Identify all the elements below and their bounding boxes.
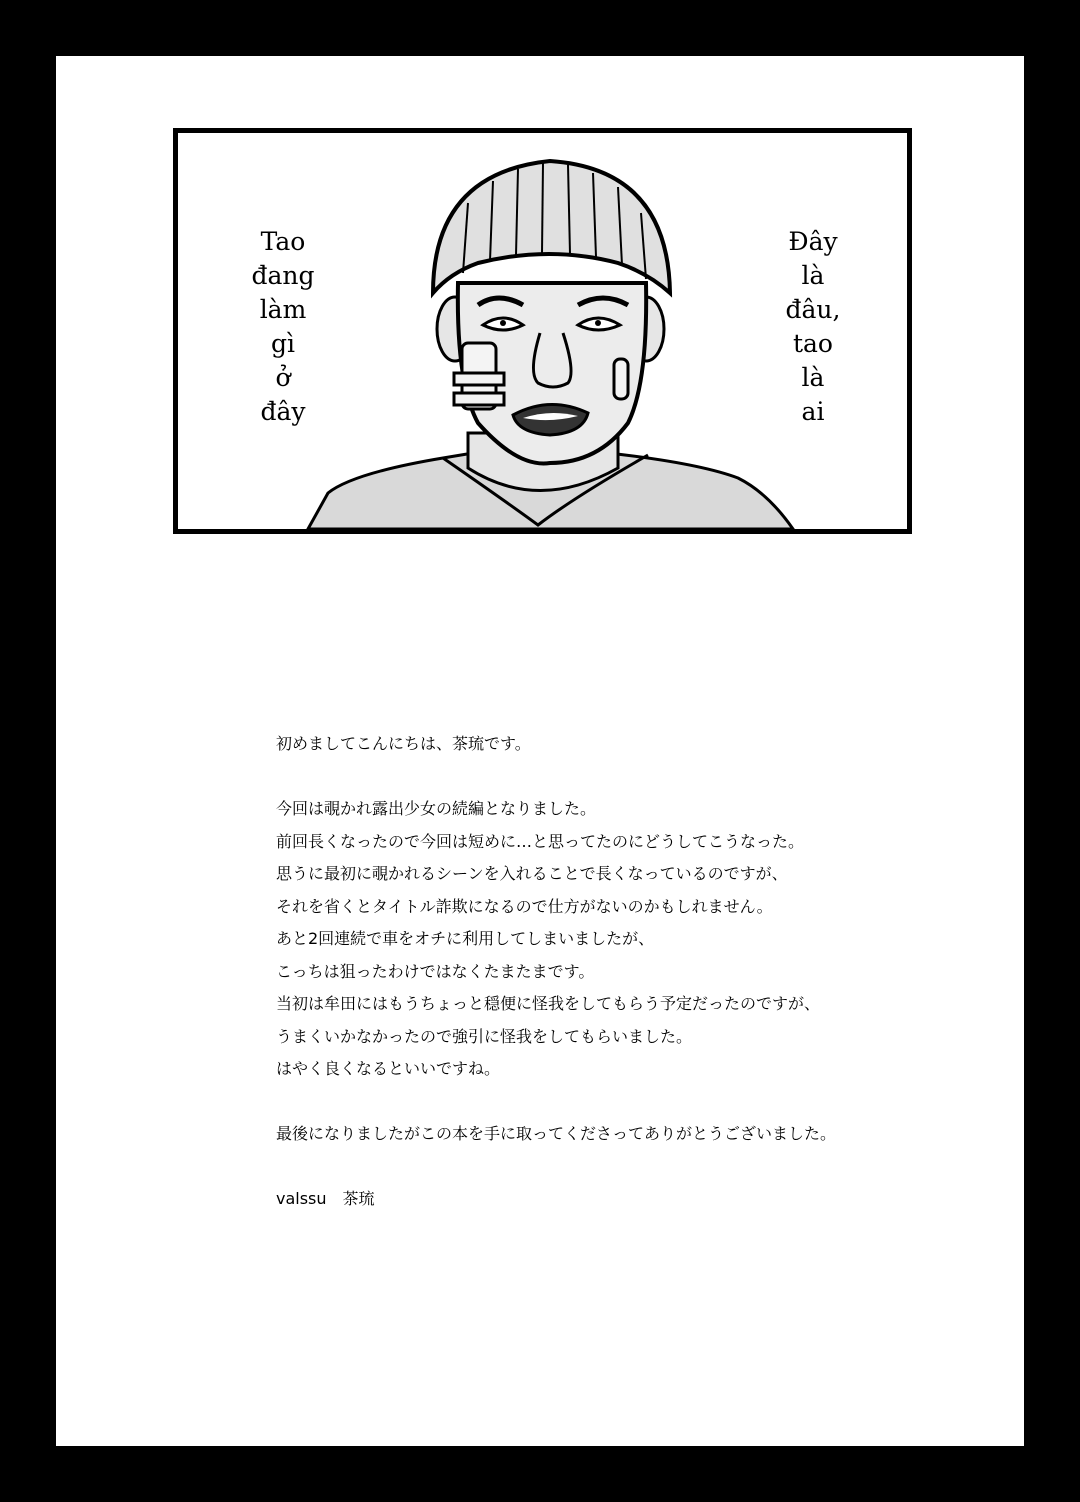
greeting-line: 初めましてこんにちは、茶琉です。 <box>276 734 531 753</box>
comic-panel <box>173 128 912 534</box>
speech-word: là <box>801 261 825 290</box>
speech-text-left <box>228 225 338 429</box>
body-line: 当初は牟田にはもうちょっと穏便に怪我をしてもらう予定だったのですが、 <box>276 994 821 1013</box>
body-line: こっちは狙ったわけではなくたまたまです。 <box>276 961 595 981</box>
author-signature: valssu 茶琉 <box>276 1189 375 1208</box>
page-number: 93 <box>1030 1392 1048 1410</box>
speech-word: ở <box>275 363 291 392</box>
body-line: はやく良くなるといいですね。 <box>276 1059 501 1078</box>
body-line: うまくいかなかったので強引に怪我をしてもらいました。 <box>276 1026 693 1046</box>
speech-word: làm <box>259 295 307 324</box>
speech-text-right <box>758 225 868 429</box>
manga-page <box>56 56 1045 1446</box>
speech-word: là <box>801 363 825 392</box>
speech-word: gì <box>271 329 295 358</box>
speech-word: Đây <box>788 227 838 256</box>
closing-line: 最後になりましたがこの本を手に取ってくださってありがとうございました。 <box>276 1124 837 1143</box>
body-line: それを省くとタイトル詐欺になるので仕方がないのかもしれません。 <box>276 896 773 916</box>
speech-word: đây <box>260 397 306 426</box>
speech-word: tao <box>792 329 833 358</box>
afterword-text <box>276 728 916 1215</box>
speech-word: Tao <box>260 227 306 256</box>
body-line: 今回は覗かれ露出少女の続編となりました。 <box>276 799 597 818</box>
speech-word: đâu, <box>785 295 841 324</box>
body-line: あと2回連続で車をオチに利用してしまいましたが、 <box>276 929 655 948</box>
speech-word: đang <box>251 261 315 290</box>
speech-word: ai <box>801 397 825 426</box>
body-line: 思うに最初に覗かれるシーンを入れることで長くなっているのですが、 <box>276 864 788 883</box>
body-line: 前回長くなったので今回は短めに…と思ってたのにどうしてこうなった。 <box>276 831 805 851</box>
